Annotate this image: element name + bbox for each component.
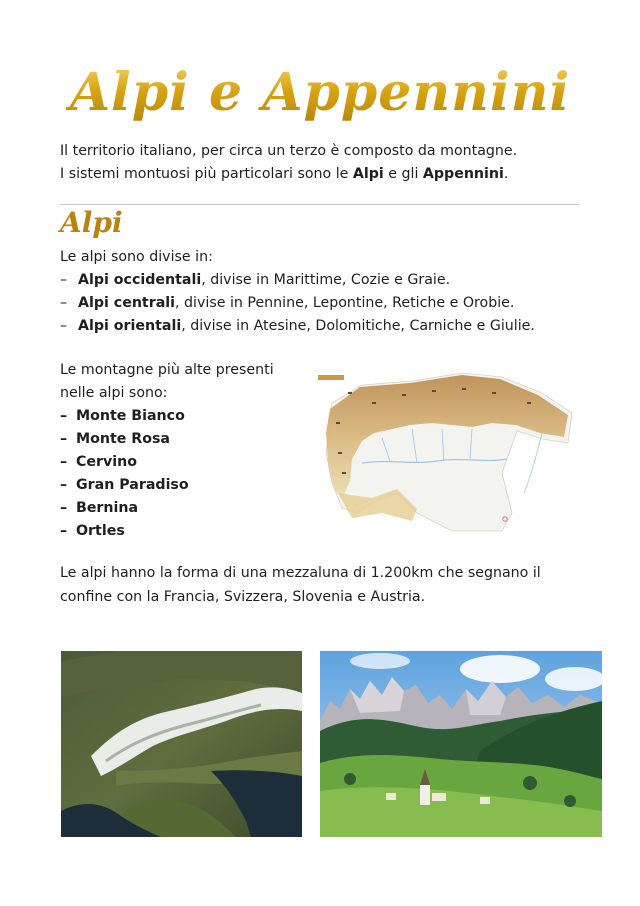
list-item: [60, 451, 300, 474]
closing-line-2: confine con la Francia, Svizzera, Slovenia e Austria.: [60, 588, 426, 605]
dash-bullet: –: [60, 477, 68, 493]
alps-satellite-photo: [61, 651, 302, 837]
peak-name: Gran Paradiso: [76, 477, 189, 493]
intro-text: e gli: [383, 166, 423, 182]
dash-bullet: –: [60, 295, 68, 311]
divisions-block: [60, 246, 620, 338]
intro-bold-alpi: Alpi: [352, 166, 384, 182]
intro-line-1: Il territorio italiano, per circa un terzo è composto da montagne.: [60, 143, 518, 159]
section-title: Alpi: [60, 206, 123, 239]
division-detail: , divise in Marittime, Cozie e Graie.: [201, 272, 451, 288]
closing-line-1: Le alpi hanno la forma di una mezzaluna di 1.200km che segnano il: [60, 565, 541, 581]
closing-paragraph: [60, 562, 590, 609]
peak-name: Monte Rosa: [76, 431, 170, 447]
divisions-intro: Le alpi sono divise in:: [60, 249, 213, 265]
peak-name: Bernina: [76, 500, 139, 516]
list-item: [60, 405, 300, 428]
dash-bullet: –: [60, 431, 68, 447]
list-item: [60, 269, 620, 292]
list-item: [60, 520, 300, 543]
intro-text: I sistemi montuosi più particolari sono le: [60, 166, 353, 182]
dash-bullet: –: [60, 500, 68, 516]
peaks-list: [60, 405, 300, 543]
peak-name: Ortles: [76, 523, 125, 539]
alps-relief-map: [302, 363, 578, 533]
list-item: [60, 497, 300, 520]
division-name: Alpi orientali: [78, 318, 182, 334]
intro-paragraph: [60, 140, 600, 186]
list-item: [60, 428, 300, 451]
page-title: Alpi e Appennini: [0, 62, 640, 123]
intro-bold-appennini: Appennini: [422, 166, 504, 182]
peak-name: Cervino: [76, 454, 137, 470]
dash-bullet: –: [60, 408, 68, 424]
list-item: [60, 292, 620, 315]
peaks-block: [60, 359, 300, 543]
intro-line-2: [60, 163, 600, 186]
intro-text: .: [503, 166, 509, 182]
dash-bullet: –: [60, 454, 68, 470]
peaks-intro-1: Le montagne più alte presenti: [60, 362, 274, 378]
list-item: [60, 474, 300, 497]
dolomites-landscape-photo: [320, 651, 602, 837]
dash-bullet: –: [60, 523, 68, 539]
dash-bullet: –: [60, 318, 68, 334]
divisions-list: [60, 269, 620, 338]
division-detail: , divise in Atesine, Dolomitiche, Carniche e Giulie.: [181, 318, 535, 334]
division-name: Alpi centrali: [78, 295, 176, 311]
divider: [60, 204, 579, 205]
dash-bullet: –: [60, 272, 68, 288]
list-item: [60, 315, 620, 338]
peaks-intro-2: nelle alpi sono:: [60, 385, 168, 401]
peak-name: Monte Bianco: [76, 408, 185, 424]
division-name: Alpi occidentali: [78, 272, 202, 288]
division-detail: , divise in Pennine, Lepontine, Retiche e Orobie.: [175, 295, 515, 311]
